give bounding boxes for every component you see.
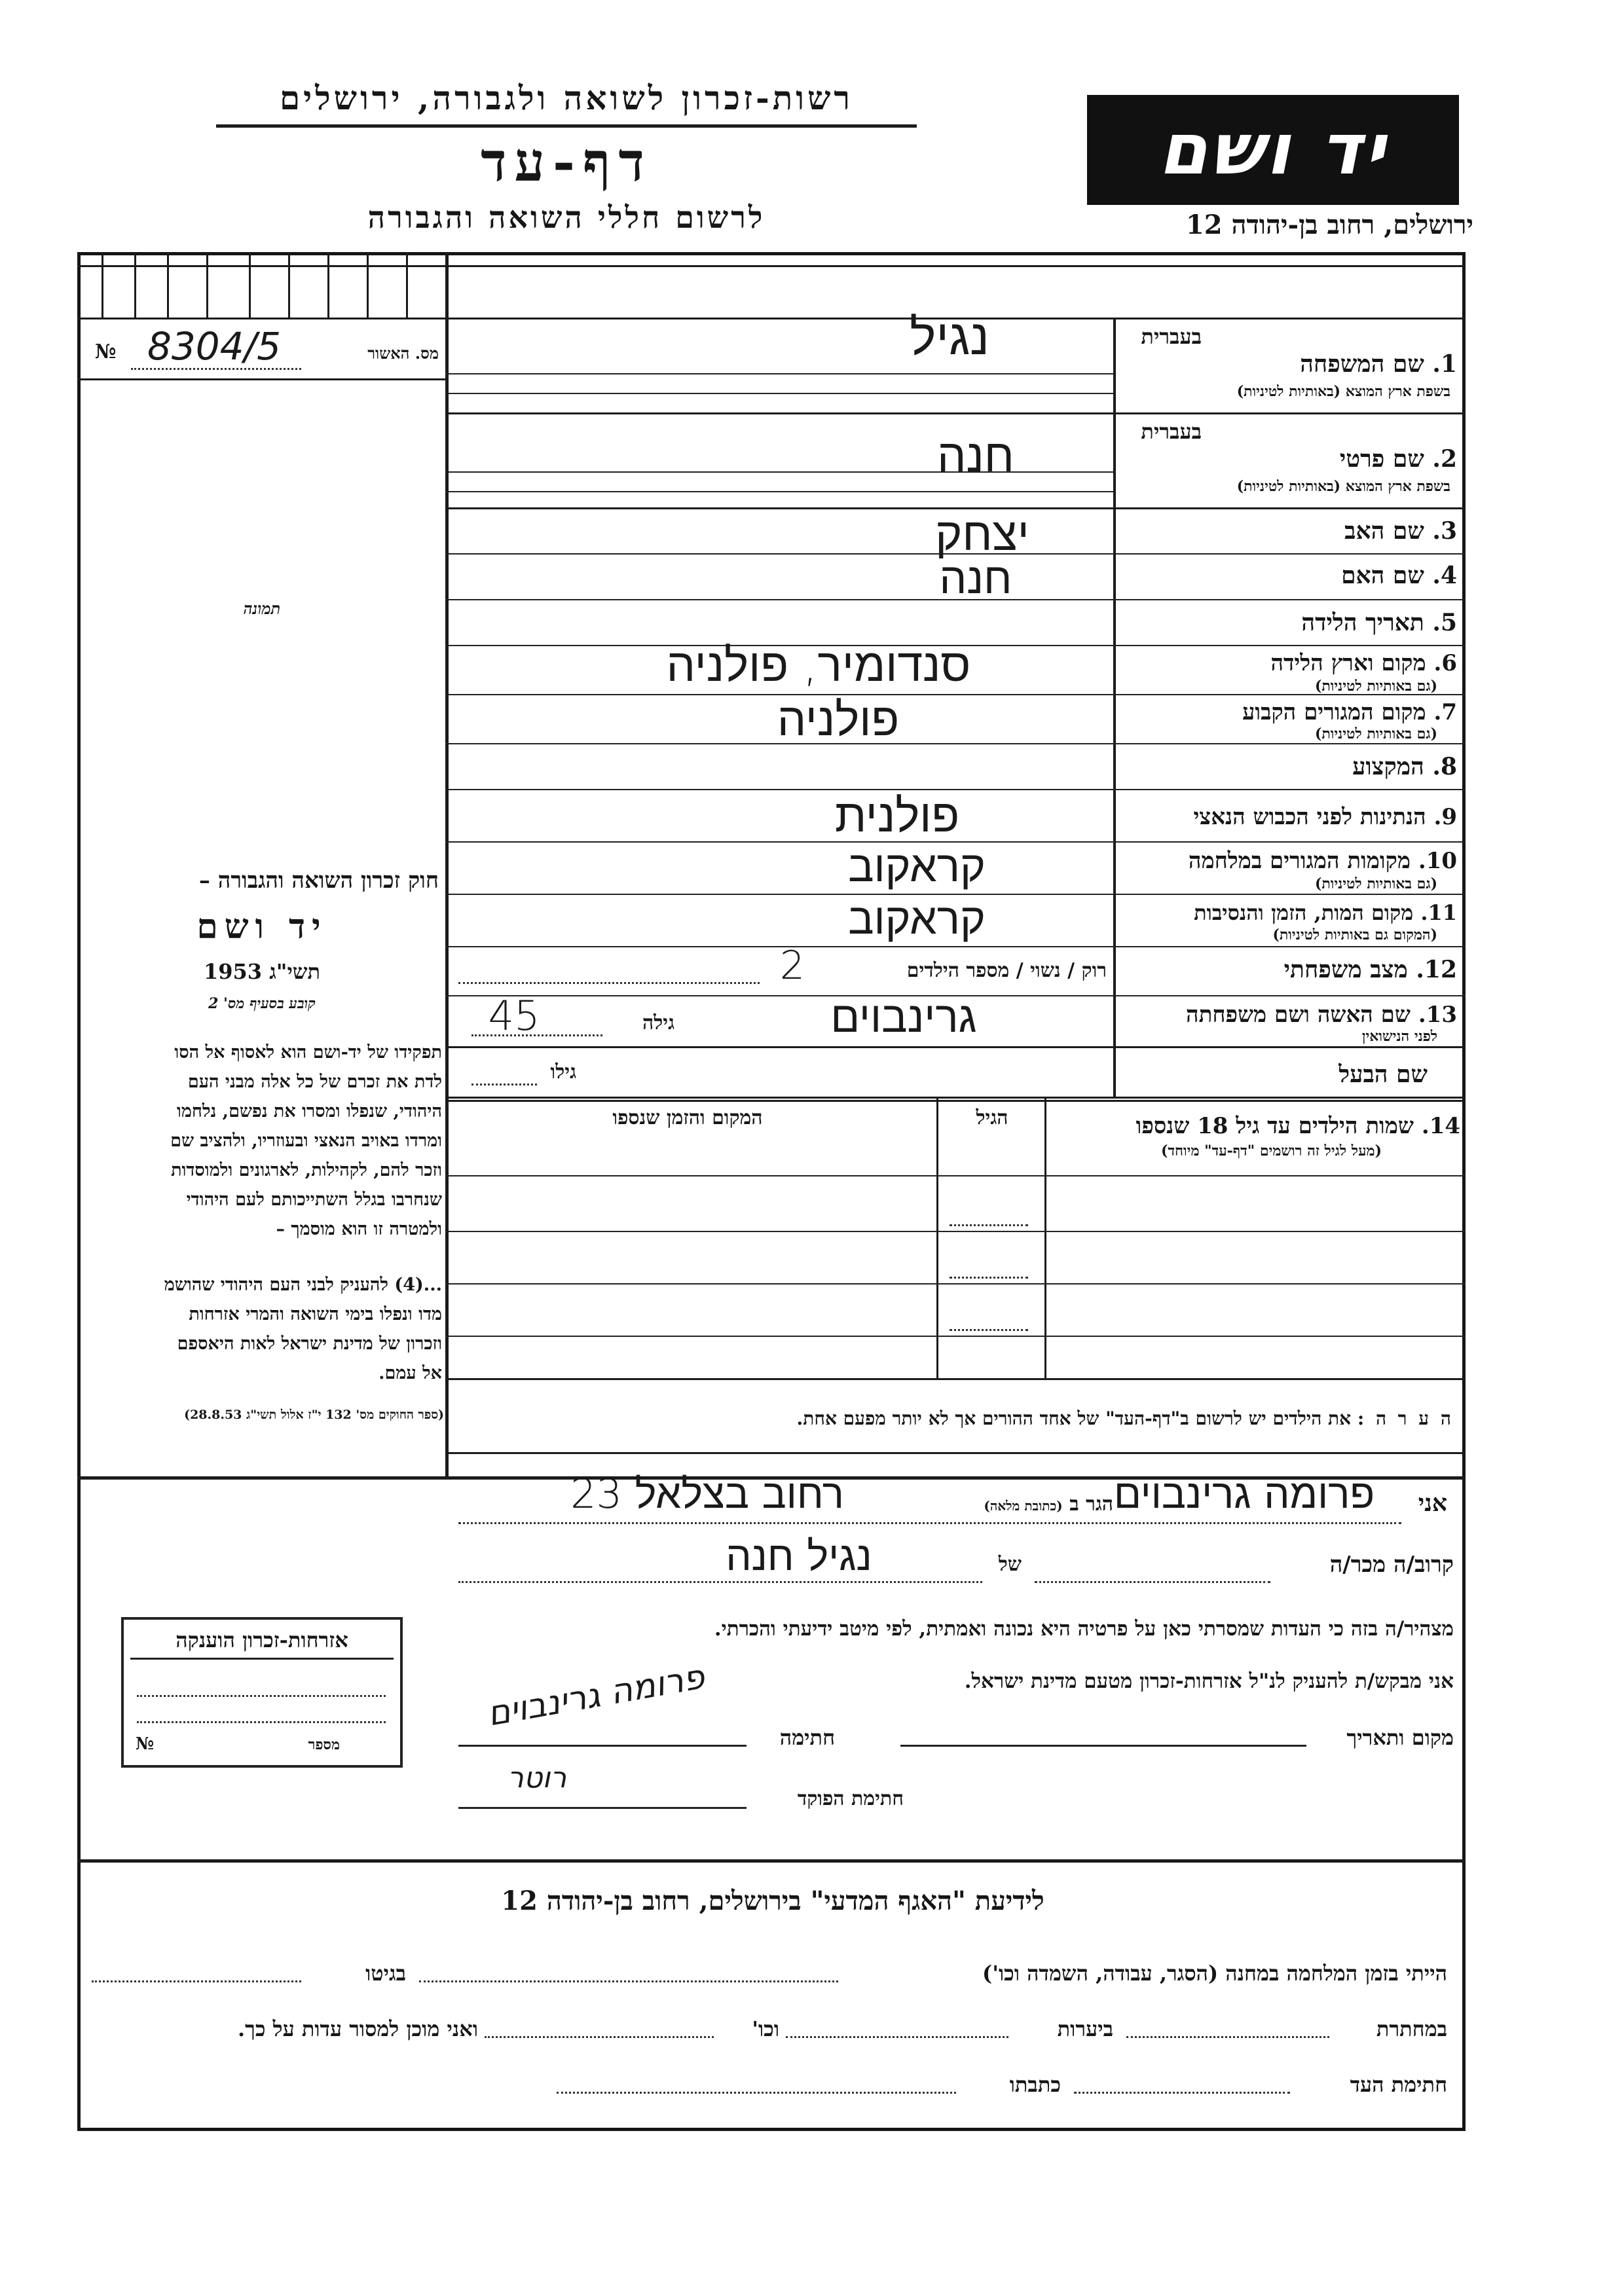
witness-signature-line[interactable]	[1074, 2092, 1290, 2094]
etc-line[interactable]	[485, 2036, 714, 2038]
spouse-name-value[interactable]: גרינבוים	[830, 992, 977, 1042]
law-line: וזכר להם, לקהילות, לארגונים ולמוסדות	[171, 1160, 442, 1180]
field5-num: 5.	[1432, 609, 1457, 636]
decl-statement-2: אני מבקש/ת להעניק לנ"ל אזרחות-זכרון מטעם מדינת ישראל.	[964, 1669, 1454, 1693]
left-column-divider	[445, 252, 449, 1476]
field12-num: 12.	[1416, 956, 1457, 983]
field2-num: 2.	[1432, 445, 1457, 473]
spouse-age-value[interactable]: 45	[488, 992, 540, 1040]
field1-value[interactable]: נגיל	[910, 308, 989, 366]
decl-relative-label: קרוב/ה מכר/ה	[1329, 1552, 1454, 1578]
field10-label	[1123, 848, 1457, 874]
authority-title: רשות-זכרון לשואה ולגבורה, ירושלים	[279, 79, 853, 117]
law-line: וזכרון של מדינת ישראל לאות היאספם	[177, 1334, 442, 1354]
witness-address-line[interactable]	[557, 2092, 956, 2094]
field4-num: 4.	[1432, 562, 1457, 589]
ghetto-line[interactable]	[92, 1980, 301, 1982]
approval-number-value: 8304/5	[147, 324, 282, 369]
form-title: דף-עד	[481, 131, 652, 194]
law-line: מדו ונפלו בימי השואה והמרי אזרחות	[189, 1304, 442, 1324]
declarant-name-value[interactable]: פרומה גרינבוים	[1113, 1470, 1375, 1518]
law-line: לדת את זכרם של כל אלה מבני העם	[187, 1072, 442, 1092]
footer-witness-signature-label: חתימת העד	[1350, 2072, 1447, 2097]
law-title: חוק זכרון השואה והגבורה –	[198, 867, 439, 894]
footer-underground-label: במחתרת	[1376, 2016, 1447, 2041]
field11-num: 11.	[1420, 900, 1457, 925]
no-symbol: №	[95, 340, 117, 363]
field1-hebrew-tag: בעברית	[1141, 324, 1202, 349]
field10-sub: (גם באותיות לטיניות)	[1314, 875, 1437, 892]
field2-text: שם פרטי	[1339, 445, 1424, 473]
form-subtitle: לרשום חללי השואה והגבורה	[367, 200, 766, 235]
law-gazette: (ספר החוקים מס' 132 י"ז אלול תשי"ג 28.8.53)	[184, 1408, 444, 1422]
citizenship-box	[121, 1617, 403, 1768]
marital-options: רוק / נשוי / מספר הילדים	[906, 959, 1107, 982]
field2-label	[1123, 445, 1457, 473]
field7-sub: (גם באותיות לטיניות)	[1314, 725, 1437, 742]
children-count-value[interactable]: 2	[779, 943, 805, 989]
law-line: תפקידו של יד-ושם הוא לאסוף אל הסו	[174, 1042, 442, 1063]
photo-label: תמונה	[243, 599, 281, 618]
field4-value[interactable]: חנה	[939, 553, 1012, 604]
place-date-line[interactable]	[900, 1745, 1306, 1747]
inspector-line[interactable]	[458, 1807, 747, 1809]
field12-label	[1123, 956, 1457, 983]
law-line: ...(4) להעניק לבני העם היהודי שהושמ	[164, 1275, 442, 1295]
field4-text: שם האם	[1341, 562, 1424, 589]
inspector-signature-value[interactable]: רוטר	[507, 1761, 567, 1795]
citizenship-no-symbol: №	[136, 1734, 155, 1754]
footer-ready-text: ואני מוכן למסור עדות על כך.	[237, 2016, 478, 2041]
signature-label: חתימה	[779, 1725, 835, 1750]
law-line: שנחרבו בגלל השתייכותם לעם היהודי	[186, 1190, 442, 1210]
field4-label	[1123, 562, 1457, 589]
field14-sub: (מעל לגיל זה רושמים "דף-עד" מיוחד)	[1161, 1142, 1382, 1159]
field6-num: 6.	[1433, 650, 1457, 676]
field7-text: מקום המגורים הקבוע	[1242, 699, 1426, 725]
note-row	[458, 1408, 1454, 1430]
law-body	[82, 1038, 442, 1388]
field11-label	[1123, 900, 1457, 925]
decl-resides-label	[904, 1493, 1113, 1516]
decl-resides-text: הגר ב	[1069, 1493, 1113, 1516]
field3-num: 3.	[1432, 517, 1457, 545]
field6-sub: (גם באותיות לטיניות)	[1314, 678, 1437, 695]
spouse-age-label: גילה	[642, 1011, 674, 1034]
field14-label	[1054, 1113, 1460, 1139]
field13-text: שם האשה ושם משפחתה	[1186, 1002, 1411, 1028]
field6-value[interactable]: סנדומיר, פולניה	[666, 638, 971, 692]
relation-of-value[interactable]: נגיל חנה	[726, 1532, 872, 1580]
field2-sub: בשפת ארץ המוצא (באותיות לטיניות)	[1236, 478, 1450, 495]
husband-age-label: גילו	[550, 1061, 576, 1084]
field9-label	[1123, 804, 1457, 830]
field1-text: שם המשפחה	[1300, 350, 1424, 378]
field10-text: מקומות המגורים במלחמה	[1188, 848, 1411, 874]
field11-value[interactable]: קראקוב	[848, 894, 986, 944]
field8-label	[1123, 753, 1457, 780]
logo-text: יד ושם	[1158, 109, 1388, 191]
header-underline	[216, 124, 917, 128]
field13-sub: לפני הנישואין	[1361, 1028, 1437, 1045]
camp-line[interactable]	[419, 1980, 838, 1982]
inspector-label: חתימת הפוקד	[797, 1787, 904, 1810]
decl-i-label: אני	[1418, 1489, 1447, 1517]
field7-label	[1123, 699, 1457, 725]
field7-value[interactable]: פולניה	[777, 693, 900, 746]
signature-value[interactable]: פרומה גרינבוים	[484, 1657, 708, 1734]
field6-text: מקום וארץ הלידה	[1270, 650, 1426, 676]
field8-num: 8.	[1432, 753, 1457, 780]
address-line: ירושלים, רחוב בן-יהודה 12	[1185, 210, 1473, 240]
field14-num: 14.	[1421, 1113, 1460, 1139]
footer-address-label: כתבתו	[1009, 2072, 1061, 2097]
footer-line1-start: הייתי בזמן המלחמה במחנה (הסגר, עבודה, השמדה וכו')	[982, 1961, 1447, 1986]
place-date-label: מקום ותאריך	[1346, 1725, 1454, 1750]
field12-text: מצב משפחתי	[1283, 956, 1408, 983]
field8-text: המקצוע	[1352, 753, 1424, 780]
citizenship-number-label: מספר	[308, 1736, 340, 1753]
children-place-header: המקום והזמן שנספו	[612, 1106, 763, 1129]
field3-value[interactable]: יצחק	[935, 507, 1029, 561]
field2-hebrew-tag: בעברית	[1141, 419, 1202, 444]
field6-label	[1123, 650, 1457, 676]
law-line: אל עמם.	[378, 1363, 442, 1383]
field3-label	[1123, 517, 1457, 545]
law-line: ולמטרה זו הוא מוסמך –	[276, 1219, 442, 1239]
field10-value[interactable]: קראקוב	[848, 841, 986, 892]
note-text: את הילדים יש לרשום ב"דף-העד" של אחד ההורים אך לא יותר מפעם אחת.	[796, 1408, 1352, 1429]
underground-line[interactable]	[1126, 2036, 1329, 2038]
law-year: תשי"ג 1953	[204, 959, 320, 984]
field9-text: הנתינות לפני הכבוש הנאצי	[1193, 804, 1426, 830]
husband-label: שם הבעל	[1338, 1061, 1428, 1088]
footer-title: לידיעת "האגף המדעי" בירושלים, רחוב בן-יהודה 12	[501, 1886, 1044, 1916]
signature-line[interactable]	[458, 1745, 747, 1747]
forests-line[interactable]	[786, 2036, 1008, 2038]
approval-label: מס. האשור	[367, 344, 439, 363]
field10-num: 10.	[1418, 848, 1457, 874]
field1-label	[1123, 350, 1457, 378]
label-column-divider	[1113, 318, 1116, 1097]
field3-text: שם האב	[1344, 517, 1424, 545]
decl-of-label: של	[998, 1553, 1022, 1576]
field9-value[interactable]: פולנית	[834, 789, 960, 843]
declarant-address-value[interactable]: רחוב בצלאל 23	[570, 1470, 844, 1518]
decl-statement-1: מצהיר/ה בזה כי העדות שמסרתי כאן על פרטיה היא נכונה ואמתית, לפי מיטב ידיעתי והכרתי.	[714, 1617, 1454, 1641]
field11-sub: (המקום גם באותיות לטיניות)	[1272, 926, 1437, 943]
footer-ghetto-label: בגיטו	[365, 1961, 406, 1986]
law-clause: קובע בסעיף מס' 2	[208, 995, 316, 1012]
field14-text: שמות הילדים עד גיל 18 שנספו	[1135, 1113, 1414, 1139]
law-line: ומרדו באויב הנאצי ובעוזריו, ולהציב שם	[170, 1131, 442, 1151]
field1-num: 1.	[1432, 350, 1457, 378]
field2-value[interactable]: חנה	[937, 429, 1014, 483]
law-line: היהודי, שנפלו ומסרו את נפשם, נלחמו	[176, 1101, 442, 1121]
decl-address-note: (כתובת מלאה)	[984, 1498, 1063, 1514]
field5-text: תאריך הלידה	[1301, 609, 1424, 636]
field11-text: מקום המות, הזמן והנסיבות	[1194, 900, 1414, 925]
footer-forests-label: ביערות	[1057, 2016, 1113, 2041]
law-name: יד ושם	[196, 907, 327, 947]
field5-label	[1123, 609, 1457, 636]
footer-etc-label: וכו'	[752, 2016, 779, 2041]
citizenship-title: אזרחות-זכרון הוענקה	[175, 1628, 348, 1652]
field13-num: 13.	[1418, 1002, 1457, 1028]
yad-vashem-logo	[1087, 95, 1459, 205]
field7-num: 7.	[1433, 699, 1457, 725]
note-label: ה ע ר ה :	[1357, 1408, 1454, 1429]
children-age-header: הגיל	[976, 1106, 1008, 1129]
field9-num: 9.	[1433, 804, 1457, 830]
field1-sub: בשפת ארץ המוצא (באותיות לטיניות)	[1236, 383, 1450, 400]
field13-label	[1123, 1002, 1457, 1028]
